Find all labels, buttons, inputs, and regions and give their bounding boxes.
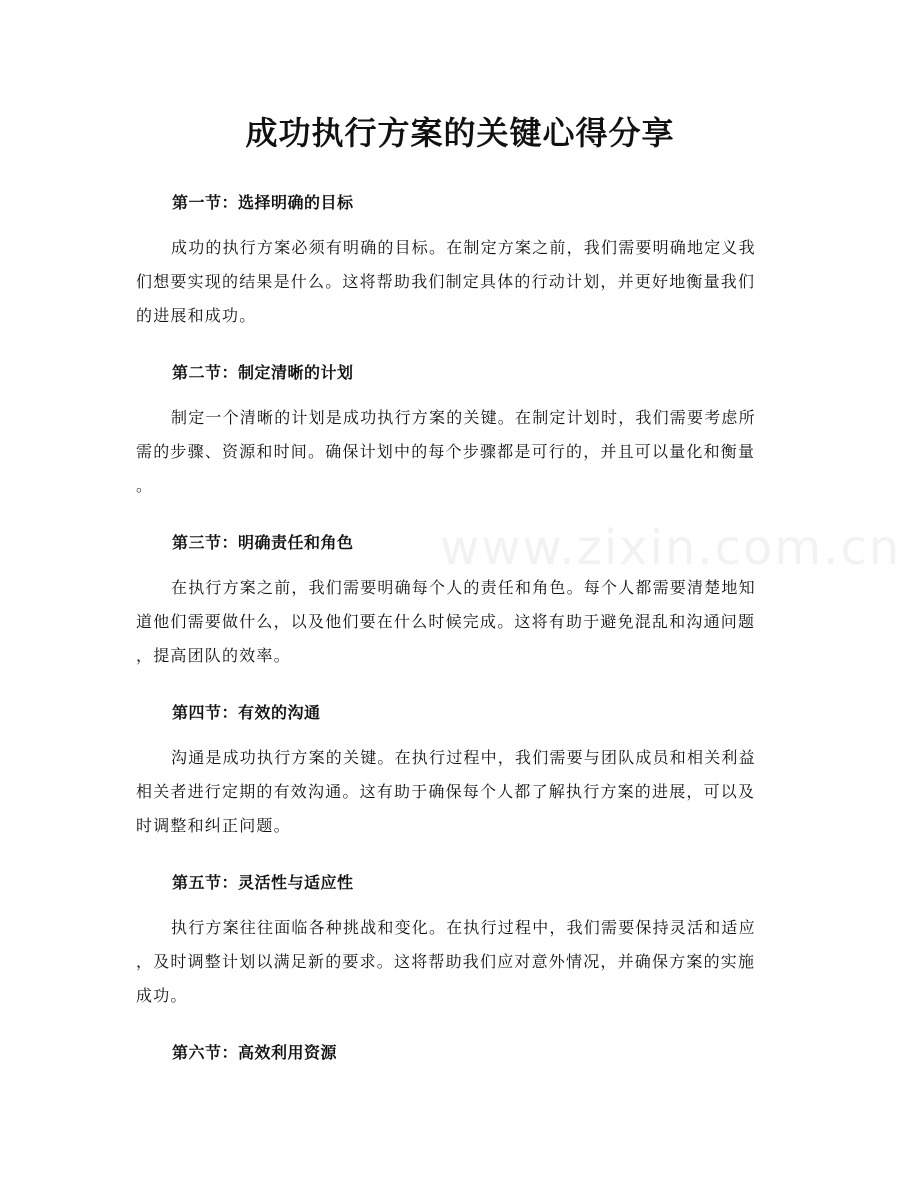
section-paragraph-4 <box>136 741 786 843</box>
paragraph-line: 执行方案往往面临各种挑战和变化。在执行过程中，我们需要保持灵活和适应 <box>171 918 756 937</box>
paragraph-line: 制定一个清晰的计划是成功执行方案的关键。在制定计划时，我们需要考虑所 <box>171 408 756 427</box>
paragraph-line: 们想要实现的结果是什么。这将帮助我们制定具体的行动计划，并更好地衡量我们 <box>136 272 756 291</box>
paragraph-line: 成功的执行方案必须有明确的目标。在制定方案之前，我们需要明确地定义我 <box>171 238 756 257</box>
paragraph-line: 成功。 <box>136 986 188 1005</box>
paragraph-line: 沟通是成功执行方案的关键。在执行过程中，我们需要与团队成员和相关利益 <box>171 748 756 767</box>
paragraph-line: 的进展和成功。 <box>136 306 257 325</box>
paragraph-line: 道他们需要做什么，以及他们要在什么时候完成。这将有助于避免混乱和沟通问题 <box>136 612 756 631</box>
paragraph-line: ，及时调整计划以满足新的要求。这将帮助我们应对意外情况，并确保方案的实施 <box>136 952 756 971</box>
section-heading-6: 第六节：高效利用资源 <box>172 1043 338 1062</box>
section-heading-3: 第三节：明确责任和角色 <box>172 533 354 552</box>
section-paragraph-5 <box>136 911 786 1013</box>
section-paragraph-1 <box>136 231 786 333</box>
section-heading-4: 第四节：有效的沟通 <box>172 703 321 722</box>
section-paragraph-2 <box>136 401 786 503</box>
section-heading-5: 第五节：灵活性与适应性 <box>172 873 354 892</box>
paragraph-line: 在执行方案之前，我们需要明确每个人的责任和角色。每个人都需要清楚地知 <box>171 578 756 597</box>
paragraph-line: 时调整和纠正问题。 <box>136 816 291 835</box>
paragraph-line: 。 <box>136 476 154 495</box>
section-heading-2: 第二节：制定清晰的计划 <box>172 363 354 382</box>
watermark: www.zixin.com.cn <box>440 520 902 576</box>
section-heading-1: 第一节：选择明确的目标 <box>172 193 354 212</box>
paragraph-line: ，提高团队的效率。 <box>136 646 291 665</box>
section-paragraph-3 <box>136 571 786 673</box>
page-title: 成功执行方案的关键心得分享 <box>245 114 675 152</box>
paragraph-line: 相关者进行定期的有效沟通。这有助于确保每个人都了解执行方案的进展，可以及 <box>136 782 756 801</box>
paragraph-line: 需的步骤、资源和时间。确保计划中的每个步骤都是可行的，并且可以量化和衡量 <box>136 442 756 461</box>
